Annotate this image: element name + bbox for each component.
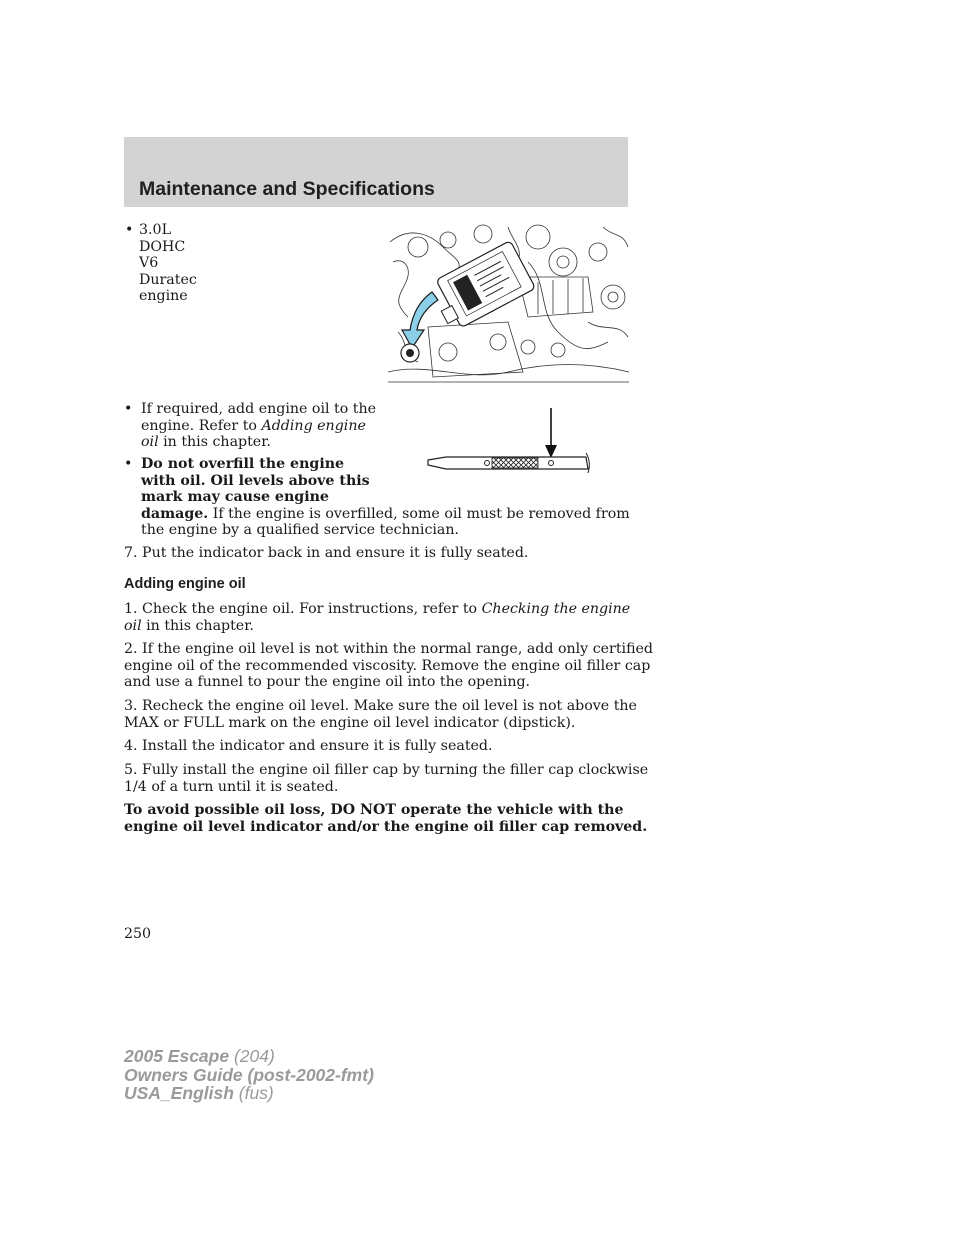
page-title: Maintenance and Specifications <box>139 178 435 200</box>
text-line: engine oil level indicator and/or the engine oil filler cap removed. <box>124 818 648 835</box>
text-line: If required, add engine oil to the <box>141 401 377 417</box>
text-span: If the engine is overfilled, some oil must be removed from <box>208 505 630 522</box>
text-line: MAX or FULL mark on the engine oil level indicator (dipstick). <box>124 714 576 731</box>
step-3 <box>124 698 637 731</box>
text-span: in this chapter. <box>141 617 254 634</box>
text-line <box>124 618 629 635</box>
bullet-icon: • <box>124 456 133 472</box>
text-line: and use a funnel to pour the engine oil into the opening. <box>124 674 531 690</box>
warning-text: mark may cause engine <box>141 489 329 505</box>
text-line <box>141 434 376 451</box>
step-7: 7. Put the indicator back in and ensure it is fully seated. <box>124 545 529 561</box>
text-line <box>124 601 629 618</box>
step-4: 4. Install the indicator and ensure it is fully seated. <box>124 738 493 754</box>
footer-line: Owners Guide (post-2002-fmt) <box>124 1064 374 1085</box>
document-footer <box>124 1047 374 1103</box>
text-line: engine oil of the recommended viscosity. Remove the engine oil filler cap <box>124 657 651 674</box>
warning-text: damage. <box>141 505 209 522</box>
text-line: 3. Recheck the engine oil level. Make sure the oil level is not above the <box>124 698 637 714</box>
page-number: 250 <box>124 926 152 942</box>
bullet-icon: • <box>125 222 134 238</box>
footer-model: 2005 Escape <box>124 1046 230 1066</box>
oil-loss-warning <box>124 802 648 835</box>
step-1 <box>124 601 629 634</box>
footer-code: (204) <box>229 1046 275 1066</box>
text-line <box>141 506 630 523</box>
dipstick-illustration <box>426 405 592 475</box>
text-span: in this chapter. <box>158 434 271 450</box>
text-line <box>141 418 376 435</box>
text-line <box>141 489 630 506</box>
engine-oil-fill-illustration <box>388 222 629 386</box>
engine-label: 3.0L DOHC V6 Duratec engine <box>139 222 197 304</box>
text-line: 5. Fully install the engine oil filler cap by turning the filler cap clockwise <box>124 762 649 778</box>
footer-line <box>124 1047 374 1066</box>
section-header <box>124 137 628 207</box>
footer-code: (fus) <box>233 1083 274 1103</box>
cross-reference: Checking the engine <box>481 601 631 617</box>
cross-reference: oil <box>141 434 159 450</box>
cross-reference: Adding engine <box>261 417 366 434</box>
text-line: 1/4 of a turn until it is seated. <box>124 778 339 795</box>
warning-text: with oil. Oil levels above this <box>141 472 370 489</box>
cross-reference: oil <box>124 617 142 634</box>
warning-text: Do not overfill the engine <box>141 456 345 472</box>
footer-line <box>124 1084 374 1103</box>
step-5 <box>124 762 649 795</box>
text-span: 1. Check the engine oil. For instructions, refer to <box>124 601 482 617</box>
text-line: To avoid possible oil loss, DO NOT operate the vehicle with the <box>124 802 624 818</box>
text-span: engine. Refer to <box>141 417 262 434</box>
section-heading: Adding engine oil <box>124 576 246 592</box>
bullet-icon: • <box>124 401 133 417</box>
text-line: the engine by a qualified service technician. <box>141 522 460 538</box>
footer-language: USA_English <box>124 1083 234 1103</box>
step-2 <box>124 641 654 691</box>
text-line: 2. If the engine oil level is not within the normal range, add only certified <box>124 641 654 657</box>
